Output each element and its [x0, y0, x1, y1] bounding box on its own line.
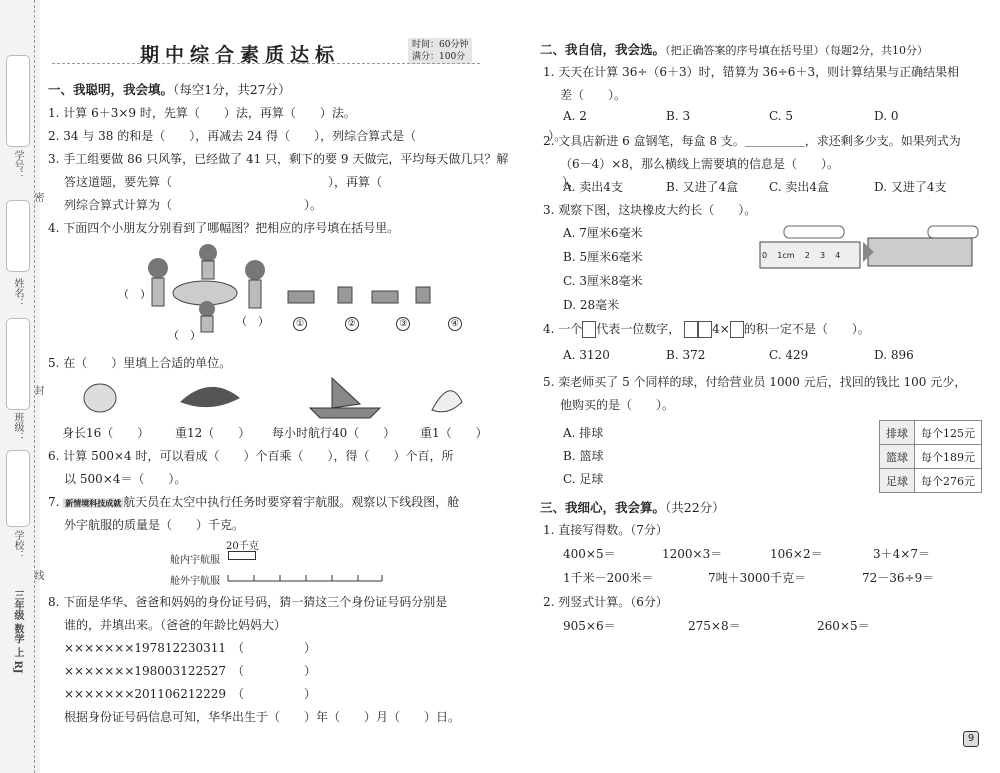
num-4: ④ — [448, 317, 462, 331]
calc-5: 1千米－200米＝ — [563, 571, 654, 585]
r-c1: 1. 直接写得数。（7分） — [543, 523, 668, 537]
q5-item-2: 重12（ ） — [175, 426, 251, 440]
xuexiao-label: 学校： — [12, 530, 23, 560]
ball-name: 足球 — [880, 469, 915, 493]
r-q4-d: D. 896 — [874, 348, 914, 362]
xuexiao-box[interactable] — [6, 450, 30, 527]
s1-note: （每空1分，共27分） — [173, 82, 291, 97]
r-q2-b: B. 又进了4盒 — [666, 180, 739, 194]
q7-outer-label: 舱外宇航服 — [170, 576, 220, 587]
l-q8b: 谁的，并填出来。（爸爸的年龄比妈妈大） — [64, 618, 287, 632]
l-q3a: 3. 手工组要做 86 只风筝，已经做了 41 只，剩下的要 9 天做完，平均每天做几只？解 — [48, 152, 509, 166]
digit-box — [582, 321, 596, 338]
q7-outer-bar — [226, 573, 386, 585]
tick-2: 2 — [804, 251, 810, 260]
digit-box — [684, 321, 698, 338]
banji-label: 班级： — [12, 412, 23, 442]
s1-heading: 一、我聪明，我会填。 — [48, 82, 174, 97]
q4-mid: 代表一位数字， — [596, 322, 681, 336]
section-2-title — [540, 40, 928, 58]
tick-0: 0 — [762, 251, 768, 260]
mi-label: 密 — [32, 192, 43, 202]
calc-4: 3＋4×7＝ — [873, 547, 930, 561]
page-number: 9 — [963, 731, 979, 747]
vert-2: 275×8＝ — [688, 619, 741, 633]
r-q2-d: D. 又进了4支 — [874, 180, 947, 194]
l-q4: 4. 下面四个小朋友分别看到了哪幅图？把相应的序号填在括号里。 — [48, 221, 400, 235]
calc-2: 1200×3＝ — [662, 547, 723, 561]
r-q1b: 差（ ）。 — [560, 88, 627, 102]
table-row — [880, 469, 982, 493]
r-q4-b: B. 372 — [666, 348, 706, 362]
eraser — [868, 238, 972, 266]
q5-item-4: 重1（ ） — [420, 426, 488, 440]
l-q8c: 根据身份证号码信息可知，华华出生于（ ）年（ ）月（ ）日。 — [64, 710, 461, 724]
q5-pictures — [70, 374, 490, 422]
page-title: 期中综合素质达标 — [140, 44, 341, 66]
l-q1: 1. 计算 6＋3×9 时，先算（ ）法，再算（ ）法。 — [48, 106, 356, 120]
l-q3c: 列综合算式计算为（ ）。 — [64, 198, 323, 212]
tick-4: 4 — [835, 251, 841, 260]
calc-1: 400×5＝ — [563, 547, 616, 561]
calc-7: 72－36÷9＝ — [862, 571, 935, 585]
q5-item-3: 每小时航行40（ ） — [272, 426, 396, 440]
l-q7b: 外宇航服的质量是（ ）千克。 — [64, 518, 245, 532]
q7-tag: 新情境科技成就 — [65, 498, 122, 508]
table-row — [880, 445, 982, 469]
q4-post: 4× — [712, 322, 730, 336]
kid-top — [199, 244, 217, 262]
book-label: 三年级 数学 上 RJ — [12, 590, 23, 674]
whale-icon — [180, 387, 240, 407]
r-q3-b: B. 5厘米6毫米 — [563, 250, 643, 264]
r-q2b: （6－4）×8，那么横线上需要填的信息是（ ）。 — [560, 157, 839, 171]
time-label: 时间：60分钟 — [412, 40, 469, 50]
ball-name: 篮球 — [880, 445, 915, 469]
feng-label: 封 — [32, 385, 43, 395]
svg-text:（ ）: （ ） — [168, 329, 201, 342]
section-3-title — [540, 498, 725, 516]
s2-heading: 二、我自信，我会选。 — [540, 42, 666, 57]
q7-inner-bar — [228, 551, 256, 560]
r-q4 — [543, 320, 870, 338]
price-table — [879, 420, 982, 493]
kid-bottom — [199, 301, 215, 317]
l-q6a: 6. 计算 500×4 时，可以看成（ ）个百乘（ ），得（ ）个百，所 — [48, 449, 454, 463]
r-q1-b: B. 3 — [666, 109, 691, 123]
header-divider — [52, 63, 480, 64]
calc-6: 7吨＋3000千克＝ — [708, 571, 807, 585]
clip-1 — [784, 226, 844, 238]
q4-numbers — [293, 315, 462, 331]
l-q3b: 答这道题，要先算（ ），再算（ ）， — [64, 175, 581, 189]
q7-text: 航天员在太空中执行任务时要穿着宇航服。观察以下线段图，舱 — [123, 495, 460, 509]
s3-note: （共22分） — [665, 500, 725, 515]
l-q2: 2. 34 与 38 的和是（ ），再减去 24 得（ ），列综合算式是（ ）。 — [48, 129, 567, 143]
vert-1: 905×6＝ — [563, 619, 616, 633]
num-1: ① — [293, 317, 307, 331]
svg-text:（ ）: （ ） — [236, 315, 269, 328]
r-q2-a: A. 卖出4支 — [563, 180, 623, 194]
kid-left — [148, 258, 168, 278]
xingming-label: 姓名： — [12, 278, 23, 308]
q4-pre: 4. 一个 — [543, 322, 583, 336]
l-q5: 5. 在（ ）里填上合适的单位。 — [48, 356, 232, 370]
ruler-ticks — [762, 251, 840, 260]
id-row-2: ×××××××198003122527 （ ） — [64, 664, 317, 678]
r-q5-a: A. 排球 — [563, 426, 604, 440]
r-c2: 2. 列竖式计算。（6分） — [543, 595, 668, 609]
r-q1a: 1. 天天在计算 36÷（6＋3）时，错算为 36÷6＋3，则计算结果与正确结果相 — [543, 65, 960, 79]
r-q2a: 2. 文具店新进 6 盒钢笔，每盒 8 支。＿＿＿＿＿，求还剩多少支。如果列式为 — [543, 134, 961, 148]
r-q4-a: A. 3120 — [563, 348, 610, 362]
s3-heading: 三、我细心，我会算。 — [540, 500, 666, 515]
r-q5-c: C. 足球 — [563, 472, 604, 486]
r-q1-c: C. 5 — [769, 109, 794, 123]
ship-icon — [310, 378, 380, 418]
l-q7a: 7. 新情境科技成就 航天员在太空中执行任务时要穿着宇航服。观察以下线段图，舱 — [48, 495, 460, 509]
banana-icon — [432, 391, 462, 412]
xingming-box[interactable] — [6, 200, 30, 272]
time-score-box — [408, 38, 472, 64]
tank-views — [288, 287, 430, 303]
kid-right — [245, 260, 265, 280]
xian-label: 线 — [32, 570, 43, 580]
tick-3: 3 — [819, 251, 826, 260]
calc-3: 106×2＝ — [770, 547, 823, 561]
xuehao-box[interactable] — [6, 55, 30, 147]
clip-2 — [928, 226, 978, 238]
ruler-eraser-figure — [758, 224, 980, 270]
ball-price: 每个276元 — [915, 469, 982, 493]
section-1-title — [48, 80, 291, 98]
ball-price: 每个125元 — [915, 421, 982, 445]
r-q1-a: A. 2 — [563, 109, 587, 123]
r-q3-d: D. 28毫米 — [563, 298, 620, 312]
r-q5-b: B. 篮球 — [563, 449, 604, 463]
l-q8a: 8. 下面是华华、爸爸和妈妈的身份证号码，猜一猜这三个身份证号码分别是 — [48, 595, 448, 609]
num-3: ③ — [396, 317, 410, 331]
score-label: 满分：100分 — [412, 52, 466, 62]
q7-inner-label: 舱内宇航服 — [170, 555, 220, 566]
r-q5a: 5. 栾老师买了 5 个同样的球，付给营业员 1000 元后，找回的钱比 100 元少， — [543, 375, 967, 389]
r-q3-a: A. 7厘米6毫米 — [563, 226, 643, 240]
q4-blank-left: （ ） — [118, 288, 151, 301]
tick-1: 1cm — [777, 251, 795, 260]
r-q3: 3. 观察下图，这块橡皮大约长（ ）。 — [543, 203, 757, 217]
id-row-3: ×××××××201106212229 （ ） — [64, 687, 317, 701]
q5-item-1: 身长16（ ） — [62, 426, 150, 440]
vert-3: 260×5＝ — [817, 619, 870, 633]
r-q3-c: C. 3厘米8毫米 — [563, 274, 643, 288]
num-2: ② — [345, 317, 359, 331]
digit-box — [730, 321, 744, 338]
q7-kg-label: 20千克 — [226, 541, 259, 552]
s2-note: （把正确答案的序号填在括号里）（每题2分，共10分） — [665, 44, 929, 57]
id-row-1: ×××××××197812230311 （ ） — [64, 641, 317, 655]
r-q5b: 他购买的是（ ）。 — [560, 398, 675, 412]
r-q4-c: C. 429 — [769, 348, 809, 362]
q4-end: 的积一定不是（ ）。 — [743, 322, 870, 336]
r-q2-c: C. 卖出4盒 — [769, 180, 830, 194]
ball-name: 排球 — [880, 421, 915, 445]
l-q6b: 以 500×4＝（ ）。 — [64, 472, 187, 486]
table-row — [880, 421, 982, 445]
digit-box — [698, 321, 712, 338]
r-q1-d: D. 0 — [874, 109, 899, 123]
xuehao-label: 学号： — [12, 150, 23, 180]
bee-icon — [84, 384, 116, 412]
banji-box[interactable] — [6, 318, 30, 410]
ball-price: 每个189元 — [915, 445, 982, 469]
